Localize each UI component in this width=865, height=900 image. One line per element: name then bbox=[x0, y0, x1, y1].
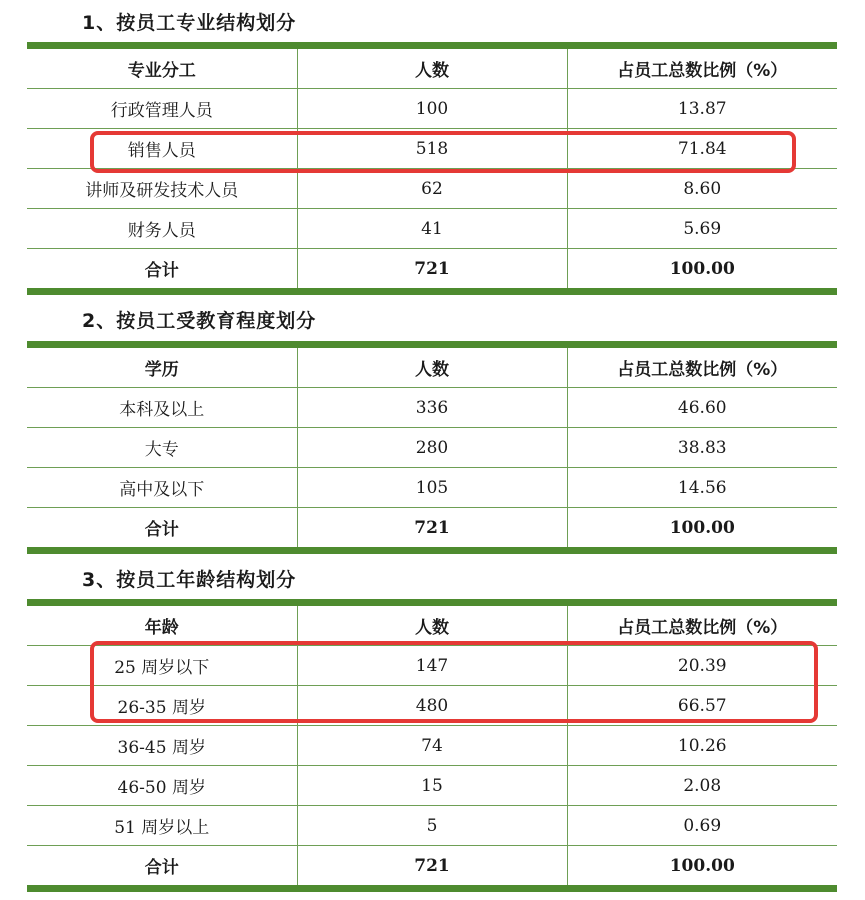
table-row bbox=[27, 388, 837, 428]
table-header-row bbox=[27, 46, 837, 89]
category-cell: 讲师及研发技术人员 bbox=[27, 169, 297, 209]
percent-cell: 38.83 bbox=[567, 428, 837, 468]
table-row bbox=[27, 129, 837, 169]
category-cell: 高中及以下 bbox=[27, 468, 297, 508]
category-cell: 本科及以上 bbox=[27, 388, 297, 428]
column-header: 人数 bbox=[297, 46, 567, 89]
percent-cell: 66.57 bbox=[567, 686, 837, 726]
count-cell: 336 bbox=[297, 388, 567, 428]
education-table bbox=[27, 341, 837, 554]
percent-cell: 5.69 bbox=[567, 209, 837, 249]
percent-cell: 46.60 bbox=[567, 388, 837, 428]
table-row bbox=[27, 686, 837, 726]
table-row bbox=[27, 468, 837, 508]
category-cell: 46-50 周岁 bbox=[27, 766, 297, 806]
table-header-row bbox=[27, 345, 837, 388]
total-label: 合计 bbox=[144, 858, 179, 878]
percent-cell: 8.60 bbox=[567, 169, 837, 209]
percent-cell: 14.56 bbox=[567, 468, 837, 508]
total-count: 721 bbox=[297, 508, 567, 551]
percent-cell: 0.69 bbox=[567, 806, 837, 846]
total-label: 合计 bbox=[144, 520, 179, 540]
total-row bbox=[27, 846, 837, 889]
section-2-title: 2、按员工受教育程度划分 bbox=[82, 310, 317, 332]
column-header: 学历 bbox=[27, 345, 297, 388]
count-cell: 105 bbox=[297, 468, 567, 508]
table-header-row bbox=[27, 603, 837, 646]
table-row bbox=[27, 428, 837, 468]
section-1-title: 1、按员工专业结构划分 bbox=[82, 12, 297, 34]
total-row bbox=[27, 249, 837, 292]
count-cell: 74 bbox=[297, 726, 567, 766]
percent-cell: 13.87 bbox=[567, 89, 837, 129]
age-table bbox=[27, 599, 837, 892]
total-percent: 100.00 bbox=[567, 508, 837, 551]
percent-cell: 2.08 bbox=[567, 766, 837, 806]
column-header: 人数 bbox=[297, 345, 567, 388]
category-cell: 财务人员 bbox=[27, 209, 297, 249]
column-header: 年龄 bbox=[27, 603, 297, 646]
total-row bbox=[27, 508, 837, 551]
count-cell: 280 bbox=[297, 428, 567, 468]
count-cell: 15 bbox=[297, 766, 567, 806]
count-cell: 147 bbox=[297, 646, 567, 686]
table-row bbox=[27, 89, 837, 129]
percent-cell: 20.39 bbox=[567, 646, 837, 686]
category-cell: 26-35 周岁 bbox=[27, 686, 297, 726]
count-cell: 41 bbox=[297, 209, 567, 249]
table-row bbox=[27, 169, 837, 209]
category-cell: 51 周岁以上 bbox=[27, 806, 297, 846]
category-cell: 大专 bbox=[27, 428, 297, 468]
count-cell: 5 bbox=[297, 806, 567, 846]
count-cell: 480 bbox=[297, 686, 567, 726]
total-percent: 100.00 bbox=[567, 249, 837, 292]
category-cell: 25 周岁以下 bbox=[27, 646, 297, 686]
column-header: 占员工总数比例（%） bbox=[567, 345, 837, 388]
total-percent: 100.00 bbox=[567, 846, 837, 889]
column-header: 专业分工 bbox=[27, 46, 297, 89]
section-3-title: 3、按员工年龄结构划分 bbox=[82, 569, 297, 591]
count-cell: 100 bbox=[297, 89, 567, 129]
count-cell: 518 bbox=[297, 129, 567, 169]
table-row bbox=[27, 209, 837, 249]
total-label: 合计 bbox=[144, 261, 179, 281]
column-header: 占员工总数比例（%） bbox=[567, 603, 837, 646]
total-count: 721 bbox=[297, 846, 567, 889]
percent-cell: 10.26 bbox=[567, 726, 837, 766]
category-cell: 销售人员 bbox=[27, 129, 297, 169]
category-cell: 行政管理人员 bbox=[27, 89, 297, 129]
table-row bbox=[27, 726, 837, 766]
table-row bbox=[27, 806, 837, 846]
percent-cell: 71.84 bbox=[567, 129, 837, 169]
total-count: 721 bbox=[297, 249, 567, 292]
table-row bbox=[27, 646, 837, 686]
column-header: 人数 bbox=[297, 603, 567, 646]
category-cell: 36-45 周岁 bbox=[27, 726, 297, 766]
column-header: 占员工总数比例（%） bbox=[567, 46, 837, 89]
count-cell: 62 bbox=[297, 169, 567, 209]
table-row bbox=[27, 766, 837, 806]
profession-table bbox=[27, 42, 837, 295]
